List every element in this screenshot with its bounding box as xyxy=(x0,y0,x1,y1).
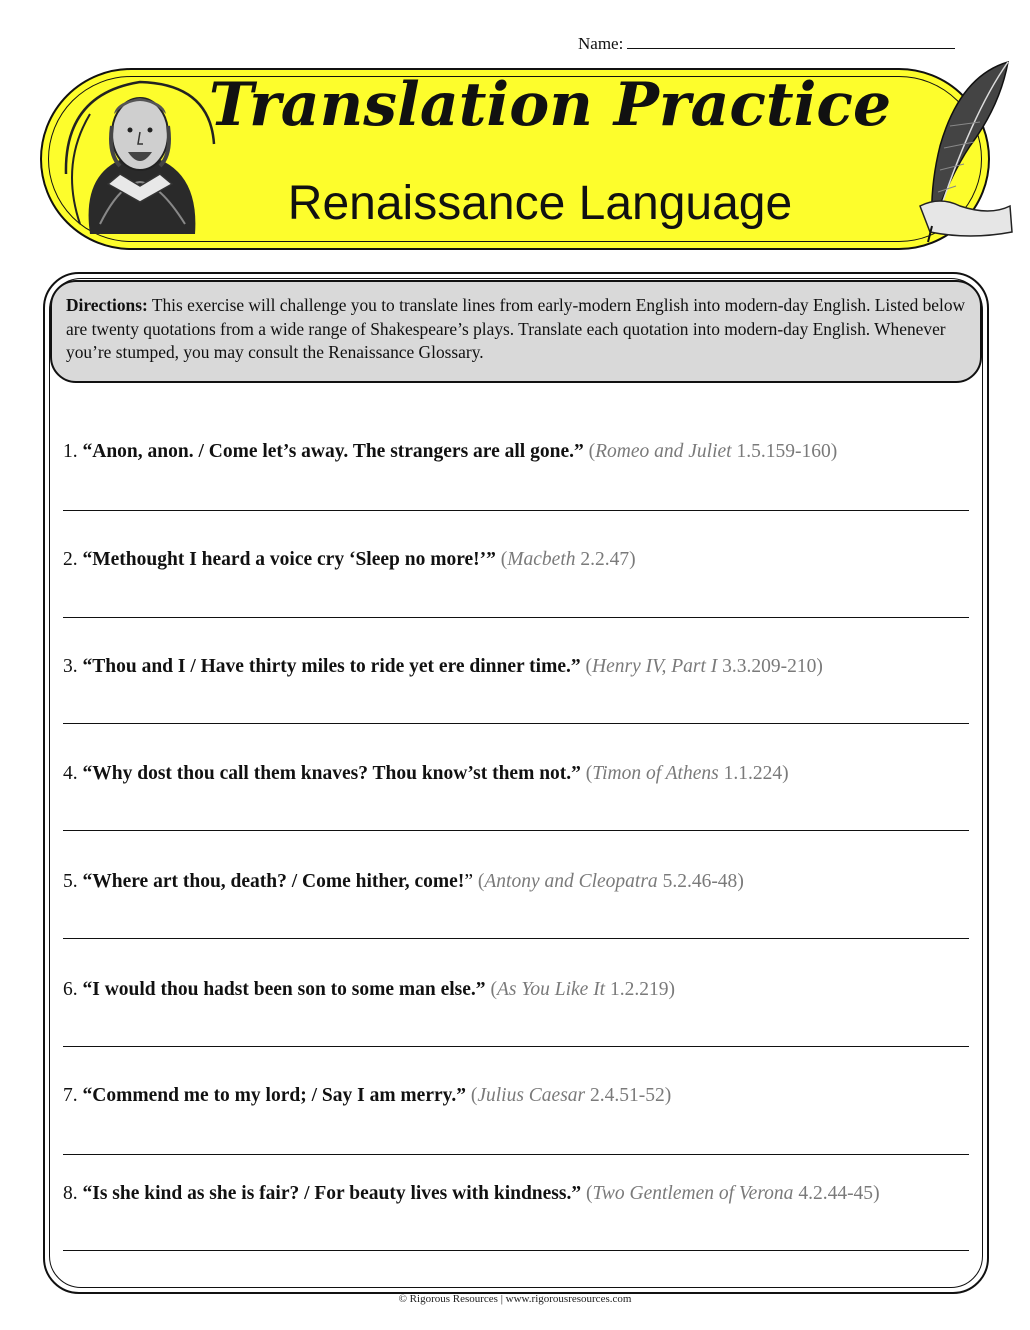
page-title: Translation Practice xyxy=(208,70,892,140)
citation-ref: 2.4.51-52 xyxy=(590,1085,665,1106)
page-subtitle: Renaissance Language xyxy=(287,177,793,230)
question-6 xyxy=(63,979,675,1001)
question-quote: “Commend me to my lord; / Say I am merry.” xyxy=(82,1085,466,1106)
question-number: 3. xyxy=(63,656,78,677)
citation-play: Two Gentlemen of Verona xyxy=(592,1183,794,1204)
question-3 xyxy=(63,656,823,678)
citation: (Timon of Athens 1.1.224) xyxy=(585,763,789,784)
question-quote: “Anon, anon. / Come let’s away. The strangers are all gone.” xyxy=(82,441,584,462)
citation-play: As You Like It xyxy=(496,979,606,1000)
citation-play: Julius Caesar xyxy=(477,1085,586,1106)
citation-ref: 5.2.46-48 xyxy=(662,871,738,892)
quill-pen-icon xyxy=(900,56,1018,246)
question-quote: “Thou and I / Have thirty miles to ride yet ere dinner time.” xyxy=(82,656,581,677)
answer-line-8[interactable] xyxy=(63,1250,969,1251)
citation-play: Henry IV, Part I xyxy=(592,656,718,677)
question-8 xyxy=(63,1183,880,1205)
answer-line-6[interactable] xyxy=(63,1046,969,1047)
question-quote: “Is she kind as she is fair? / For beauty lives with kindness.” xyxy=(82,1183,582,1204)
question-5 xyxy=(63,871,744,893)
question-quote: “Where art thou, death? / Come hither, come! xyxy=(82,871,465,892)
citation: (Two Gentlemen of Verona 4.2.44-45) xyxy=(586,1183,880,1204)
citation-play: Antony and Cleopatra xyxy=(484,871,658,892)
citation-ref: 1.5.159-160 xyxy=(736,441,831,462)
question-number: 2. xyxy=(63,549,78,570)
citation: (Romeo and Juliet 1.5.159-160) xyxy=(588,441,838,462)
footer-credit: © Rigorous Resources | www.rigorousresources.com xyxy=(398,1293,632,1305)
name-label: Name: xyxy=(578,34,624,53)
question-quote: “Methought I heard a voice cry ‘Sleep no more!’” xyxy=(82,549,496,570)
question-number: 6. xyxy=(63,979,78,1000)
directions-label: Directions: xyxy=(66,295,148,315)
question-number: 1. xyxy=(63,441,78,462)
answer-line-2[interactable] xyxy=(63,617,969,618)
citation: (Macbeth 2.2.47) xyxy=(500,549,636,570)
answer-line-1[interactable] xyxy=(63,510,969,511)
directions-text: This exercise will challenge you to translate lines from early-modern English into modern-day English. Listed below are twenty quotations from a wide range of Shakespeare’s plays. Translate each quotation into modern-day English. Whenever you’re stumped, you may consult the Renaissance Glossary. xyxy=(66,295,966,362)
question-7 xyxy=(63,1085,671,1107)
question-2 xyxy=(63,549,636,571)
question-number: 8. xyxy=(63,1183,78,1204)
citation-play: Timon of Athens xyxy=(592,763,719,784)
answer-line-3[interactable] xyxy=(63,723,969,724)
citation: (As You Like It 1.2.219) xyxy=(490,979,675,1000)
answer-line-7[interactable] xyxy=(63,1154,969,1155)
answer-line-5[interactable] xyxy=(63,938,969,939)
citation: (Henry IV, Part I 3.3.209-210) xyxy=(585,656,823,677)
question-number: 7. xyxy=(63,1085,78,1106)
citation-ref: 2.2.47 xyxy=(580,549,630,570)
question-quote: “I would thou hadst been son to some man else.” xyxy=(82,979,486,1000)
question-1 xyxy=(63,441,837,463)
citation-ref: 4.2.44-45 xyxy=(798,1183,874,1204)
citation-play: Romeo and Juliet xyxy=(595,441,732,462)
question-quote: “Why dost thou call them knaves? Thou know’st them not.” xyxy=(82,763,581,784)
name-blank-line[interactable] xyxy=(627,34,955,49)
question-number: 4. xyxy=(63,763,78,784)
name-field[interactable] xyxy=(578,34,955,54)
answer-line-4[interactable] xyxy=(63,830,969,831)
question-quote-tail: ” xyxy=(464,871,473,892)
citation-play: Macbeth xyxy=(507,549,576,570)
citation-ref: 1.2.219 xyxy=(609,979,669,1000)
directions-box xyxy=(50,280,982,383)
citation-ref: 1.1.224 xyxy=(723,763,783,784)
citation: (Julius Caesar 2.4.51-52) xyxy=(470,1085,672,1106)
citation: (Antony and Cleopatra 5.2.46-48) xyxy=(477,871,744,892)
citation-ref: 3.3.209-210 xyxy=(722,656,817,677)
question-4 xyxy=(63,763,789,785)
question-number: 5. xyxy=(63,871,78,892)
